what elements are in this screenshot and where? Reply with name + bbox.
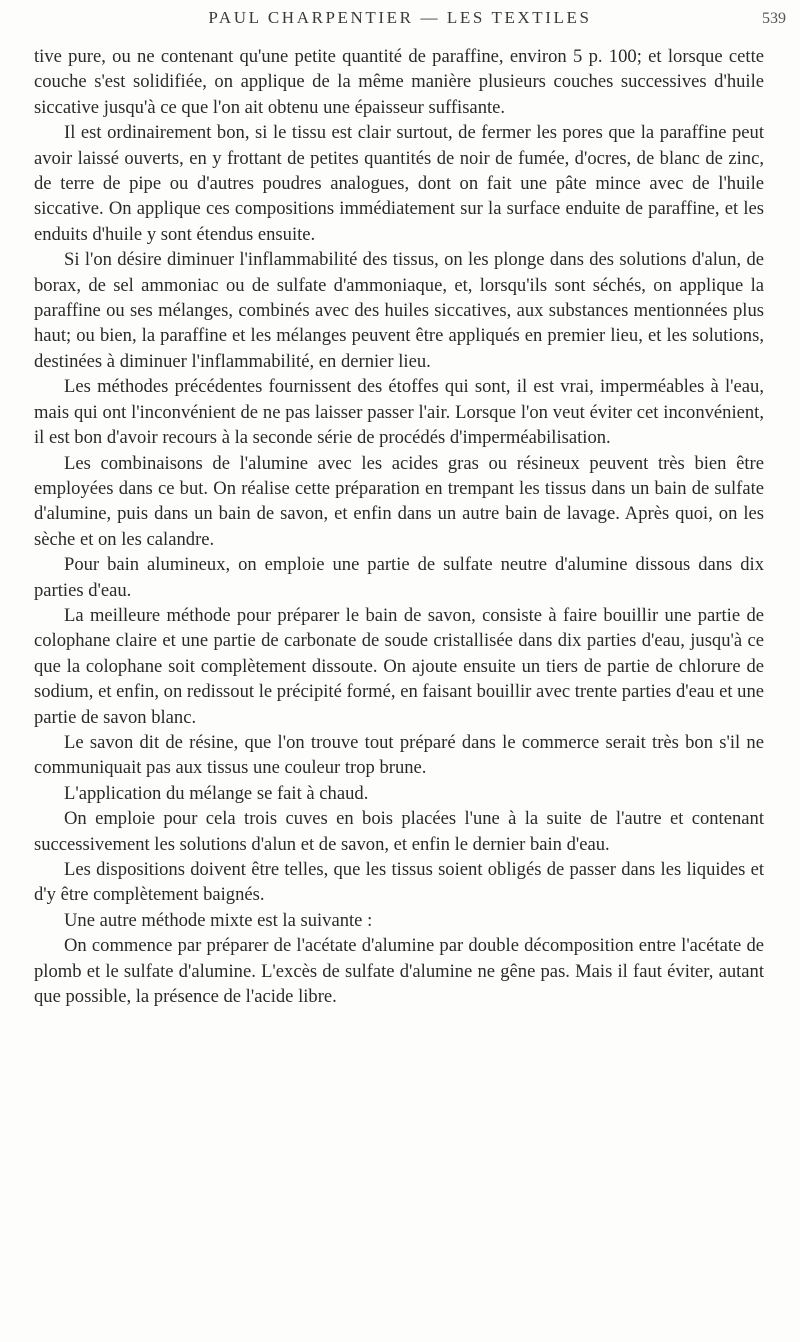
paragraph: L'application du mélange se fait à chaud. (64, 782, 369, 804)
page-number: 539 (762, 10, 786, 27)
running-title: PAUL CHARPENTIER — LES TEXTILES (208, 8, 592, 27)
paragraph: Une autre méthode mixte est la suivante : (64, 909, 373, 931)
paragraph: tive pure, ou ne contenant qu'une petite quantité de paraffine, environ 5 p. 100; et lorsque cette couche s'est solidifiée, on applique de la même manière plusieurs couches successives d'huile siccative jusqu'à ce que l'on ait obtenu une épaisseur suffisante. (34, 46, 764, 118)
paragraph: On commence par préparer de l'acétate d'alumine par double décomposition entre l'acétate de plomb et le sulfate d'alumine. L'excès de sulfate d'alumine ne gêne pas. Mais il faut éviter, autant que possible, la présence de l'acide libre. (34, 935, 764, 1008)
body-text (34, 44, 764, 1009)
paragraph: Les combinaisons de l'alumine avec les acides gras ou résineux peuvent très bien être employées dans ce but. On réalise cette préparation en trempant les tissus dans un bain de sulfate d'alumine, puis dans un bain de savon, et enfin dans un autre bain de lavage. Après quoi, on les sèche et on les calandre. (34, 452, 764, 550)
paragraph: Si l'on désire diminuer l'inflammabilité des tissus, on les plonge dans des solutions d'alun, de borax, de sel ammoniac ou de sulfate d'ammoniaque, et, lorsqu'ils sont séchés, on applique la paraffine ou ses mélanges, combinés avec des huiles siccatives, aux substances mentionnées plus haut; ou bien, la paraffine et les mélanges peuvent être appliqués en premier lieu, et les solutions, destinées à diminuer l'inflammabilité, en dernier lieu. (34, 249, 764, 372)
paragraph: Le savon dit de résine, que l'on trouve tout préparé dans le commerce serait très bon s'il ne communiquait pas aux tissus une couleur trop brune. (34, 731, 764, 779)
paragraph: Les dispositions doivent être telles, que les tissus soient obligés de passer dans les liquides et d'y être complètement baignés. (34, 859, 764, 906)
paragraph: Il est ordinairement bon, si le tissu est clair surtout, de fermer les pores que la paraffine peut avoir laissé ouverts, en y frottant de petites quantités de noir de fumée, d'ocres, de blanc de zinc, de terre de pipe ou d'autres poudres analogues, dont on fait une pâte mince avec de l'huile siccative. On applique ces compositions immédiatement sur la surface enduite de paraffine, et les enduits d'huile y sont étendus ensuite. (34, 122, 764, 245)
paragraph: On emploie pour cela trois cuves en bois placées l'une à la suite de l'autre et contenant successivement les solutions d'alun et de savon, et enfin le dernier bain d'eau. (34, 808, 764, 855)
paragraph: La meilleure méthode pour préparer le bain de savon, consiste à faire bouillir une partie de colophane claire et une partie de carbonate de soude cristallisée dans dix parties d'eau, jusqu'à ce que la colophane soit complètement dissoute. On ajoute ensuite un tiers de partie de chlorure de sodium, et enfin, on redissout le précipité formé, en faisant bouillir avec trente parties d'eau et une partie de savon blanc. (34, 604, 764, 728)
paragraph: Les méthodes précédentes fournissent des étoffes qui sont, il est vrai, imperméables à l'eau, mais qui ont l'inconvénient de ne pas laisser passer l'air. Lorsque l'on veut éviter cet inconvénient, il est bon d'avoir recours à la seconde série de procédés d'imperméabilisation. (34, 376, 764, 449)
paragraph: Pour bain alumineux, on emploie une partie de sulfate neutre d'alumine dissous dans dix parties d'eau. (34, 554, 764, 601)
page-header (0, 8, 800, 36)
